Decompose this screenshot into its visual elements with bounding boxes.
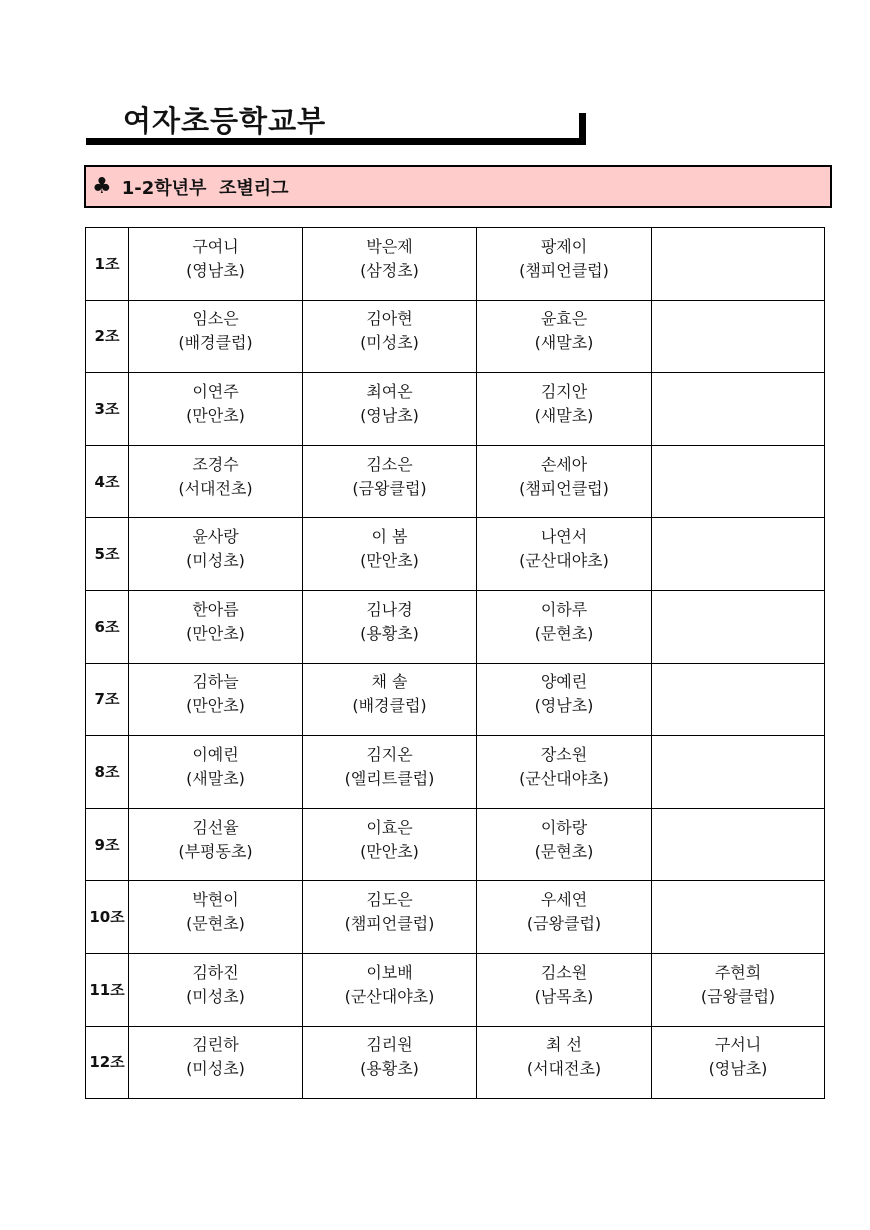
player-cell — [303, 881, 477, 954]
club-suit-icon: ♣ — [92, 173, 112, 199]
player-school: (군산대야초) — [519, 768, 609, 788]
player-cell — [477, 953, 652, 1026]
player-school: (영남초) — [360, 405, 419, 425]
player-cell — [477, 808, 652, 881]
table-row — [86, 590, 825, 663]
player-cell — [303, 808, 477, 881]
table-row — [86, 445, 825, 518]
player-school: (미성초) — [186, 1059, 245, 1079]
player-cell — [477, 881, 652, 954]
player-cell — [477, 663, 652, 736]
player-school: (미성초) — [186, 986, 245, 1006]
player-name: 김린하 — [192, 1035, 239, 1055]
player-cell — [477, 590, 652, 663]
player-cell — [303, 300, 477, 373]
player-name: 이효은 — [366, 817, 413, 837]
player-cell — [652, 881, 825, 954]
player-cell — [129, 736, 303, 809]
player-school: (문현초) — [534, 841, 594, 861]
player-school: (문현초) — [186, 914, 245, 934]
group-label: 1조 — [86, 228, 129, 301]
player-name: 이연주 — [192, 381, 239, 401]
player-school: (만안초) — [360, 551, 419, 571]
player-cell — [303, 663, 477, 736]
player-cell — [652, 228, 825, 301]
league-table-body — [86, 228, 825, 1099]
player-name: 김도은 — [366, 890, 413, 910]
player-school: (만안초) — [186, 405, 245, 425]
table-row — [86, 808, 825, 881]
player-school: (미성초) — [360, 333, 419, 353]
player-name: 임소은 — [192, 309, 239, 329]
group-label: 8조 — [86, 736, 129, 809]
player-name: 조경수 — [192, 454, 239, 474]
player-name: 김지온 — [366, 744, 413, 764]
player-school: (챔피언클럽) — [519, 478, 609, 498]
player-cell — [652, 300, 825, 373]
group-label: 10조 — [86, 881, 129, 954]
player-school: (영남초) — [186, 260, 245, 280]
player-name: 구여니 — [192, 236, 239, 256]
player-cell — [477, 518, 652, 591]
player-cell — [129, 518, 303, 591]
group-label: 11조 — [86, 953, 129, 1026]
player-name: 김하진 — [192, 962, 239, 982]
player-school: (만안초) — [186, 623, 245, 643]
table-row — [86, 953, 825, 1026]
player-cell — [129, 808, 303, 881]
player-cell — [477, 300, 652, 373]
player-name: 박현이 — [192, 890, 239, 910]
player-name: 김소원 — [540, 962, 588, 982]
table-row — [86, 1026, 825, 1099]
player-name: 김하늘 — [192, 672, 239, 692]
player-school: (용황초) — [360, 623, 419, 643]
player-school: (미성초) — [186, 551, 245, 571]
player-cell — [477, 1026, 652, 1099]
player-school: (챔피언클럽) — [344, 914, 435, 934]
group-label: 2조 — [86, 300, 129, 373]
player-name: 김지안 — [540, 381, 588, 401]
player-name: 나연서 — [540, 527, 588, 547]
player-school: (만안초) — [186, 696, 245, 716]
player-school: (군산대야초) — [519, 551, 609, 571]
player-name: 김나경 — [366, 599, 413, 619]
player-cell — [303, 1026, 477, 1099]
player-name: 최여온 — [366, 381, 413, 401]
table-row — [86, 228, 825, 301]
group-label: 9조 — [86, 808, 129, 881]
player-school: (군산대야초) — [344, 986, 435, 1006]
player-name: 주현희 — [714, 962, 762, 982]
player-cell — [652, 590, 825, 663]
player-name: 김선율 — [192, 817, 239, 837]
player-cell — [477, 736, 652, 809]
player-school: (배경클럽) — [178, 333, 253, 353]
player-cell — [652, 1026, 825, 1099]
player-school: (엘리트클럽) — [344, 768, 435, 788]
player-name: 박은제 — [366, 236, 413, 256]
player-name: 한아름 — [192, 599, 239, 619]
player-school: (챔피언클럽) — [519, 260, 609, 280]
player-cell — [652, 373, 825, 446]
title-underline — [86, 138, 586, 145]
player-name: 우세연 — [540, 890, 588, 910]
group-label: 5조 — [86, 518, 129, 591]
player-cell — [477, 373, 652, 446]
player-cell — [477, 445, 652, 518]
player-school: (금왕클럽) — [700, 986, 776, 1006]
title-underline-tick — [579, 113, 586, 145]
player-school: (서대전초) — [178, 478, 253, 498]
player-school: (문현초) — [534, 623, 594, 643]
player-cell — [477, 228, 652, 301]
player-school: (서대전초) — [526, 1059, 602, 1079]
player-cell — [303, 228, 477, 301]
player-school: (영남초) — [708, 1059, 768, 1079]
player-cell — [129, 590, 303, 663]
player-name: 최 선 — [546, 1035, 582, 1055]
player-cell — [129, 445, 303, 518]
player-cell — [129, 663, 303, 736]
section-header — [84, 165, 832, 208]
player-name: 구서니 — [714, 1035, 762, 1055]
player-name: 장소원 — [540, 744, 588, 764]
player-school: (남목초) — [534, 986, 594, 1006]
player-school: (용황초) — [360, 1059, 419, 1079]
player-name: 김아현 — [366, 309, 413, 329]
player-school: (새말초) — [534, 405, 594, 425]
player-cell — [652, 953, 825, 1026]
player-name: 이 봄 — [371, 527, 408, 547]
player-school: (금왕클럽) — [526, 914, 602, 934]
player-cell — [129, 881, 303, 954]
player-cell — [652, 663, 825, 736]
table-row — [86, 518, 825, 591]
player-name: 이하루 — [540, 599, 588, 619]
player-cell — [652, 808, 825, 881]
table-row — [86, 881, 825, 954]
player-cell — [303, 736, 477, 809]
table-row — [86, 663, 825, 736]
player-cell — [303, 518, 477, 591]
player-cell — [129, 1026, 303, 1099]
player-school: (만안초) — [360, 841, 419, 861]
table-row — [86, 736, 825, 809]
player-cell — [303, 590, 477, 663]
player-cell — [303, 445, 477, 518]
player-name: 김리원 — [366, 1035, 413, 1055]
player-name: 채 솔 — [371, 672, 408, 692]
player-name: 이보배 — [366, 962, 413, 982]
player-cell — [129, 373, 303, 446]
player-school: (새말초) — [534, 333, 594, 353]
player-name: 손세아 — [540, 454, 588, 474]
player-name: 이예린 — [192, 744, 239, 764]
player-school: (삼정초) — [360, 260, 419, 280]
player-cell — [303, 953, 477, 1026]
player-name: 이하랑 — [540, 817, 588, 837]
player-cell — [652, 736, 825, 809]
player-name: 양예린 — [540, 672, 588, 692]
player-cell — [303, 373, 477, 446]
player-cell — [652, 445, 825, 518]
player-school: (배경클럽) — [352, 696, 427, 716]
player-name: 윤효은 — [540, 309, 588, 329]
page-title: 여자초등학교부 — [123, 104, 327, 138]
player-school: (영남초) — [534, 696, 594, 716]
group-label: 4조 — [86, 445, 129, 518]
player-name: 팡제이 — [540, 236, 588, 256]
league-table — [85, 227, 825, 1099]
table-row — [86, 300, 825, 373]
player-name: 윤사랑 — [192, 527, 239, 547]
player-school: (금왕클럽) — [352, 478, 427, 498]
group-label: 7조 — [86, 663, 129, 736]
section-label: 1-2학년부 조별리그 — [121, 177, 289, 199]
player-school: (새말초) — [186, 768, 245, 788]
player-name: 김소은 — [366, 454, 413, 474]
player-cell — [129, 953, 303, 1026]
player-school: (부평동초) — [178, 841, 253, 861]
player-cell — [652, 518, 825, 591]
group-label: 3조 — [86, 373, 129, 446]
player-cell — [129, 228, 303, 301]
group-label: 6조 — [86, 590, 129, 663]
player-cell — [129, 300, 303, 373]
table-row — [86, 373, 825, 446]
group-label: 12조 — [86, 1026, 129, 1099]
